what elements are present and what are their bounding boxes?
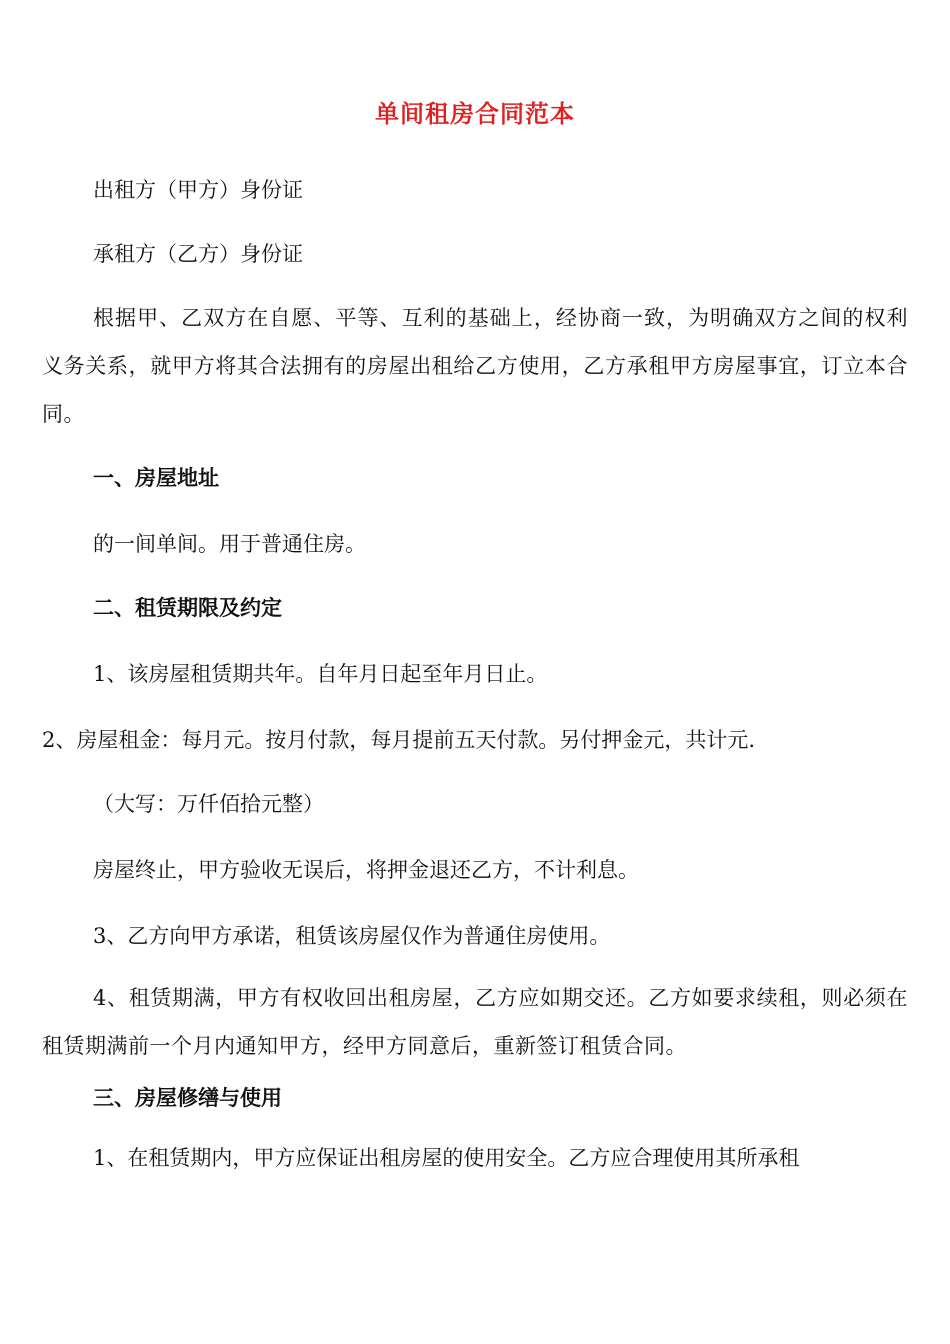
section2-item1: 1、该房屋租赁期共年。自年月日起至年月日止。 <box>93 662 548 686</box>
intro-paragraph: 根据甲、乙双方在自愿、平等、互利的基础上，经协商一致，为明确双方之间的权利义务关系，就甲方将其合法拥有的房屋出租给乙方使用，乙方承租甲方房屋事宜，订立本合同。 <box>42 306 908 426</box>
section2-heading: 二、租赁期限及约定 <box>93 595 282 620</box>
lessee-line: 承租方（乙方）身份证 <box>93 242 303 266</box>
document-title: 单间租房合同范本 <box>375 99 575 128</box>
section1-text: 的一间单间。用于普通住房。 <box>93 532 366 556</box>
section2-item2: 2、房屋租金：每月元。按月付款，每月提前五天付款。另付押金元，共计元. <box>42 728 756 752</box>
section2-item3: 3、乙方向甲方承诺，租赁该房屋仅作为普通住房使用。 <box>93 924 611 948</box>
section2-item4: 4、租赁期满，甲方有权收回出租房屋，乙方应如期交还。乙方如要求续租，则必须在租赁期满前一个月内通知甲方，经甲方同意后，重新签订租赁合同。 <box>42 986 908 1058</box>
section2-item2-return: 房屋终止，甲方验收无误后，将押金退还乙方，不计利息。 <box>93 858 639 882</box>
lessor-line: 出租方（甲方）身份证 <box>93 178 303 202</box>
section2-item2-caps: （大写：万仟佰拾元整） <box>93 792 324 816</box>
section1-heading: 一、房屋地址 <box>93 465 219 490</box>
section3-heading: 三、房屋修缮与使用 <box>93 1085 282 1110</box>
section3-item1: 1、在租赁期内，甲方应保证出租房屋的使用安全。乙方应合理使用其所承租 <box>93 1146 800 1170</box>
